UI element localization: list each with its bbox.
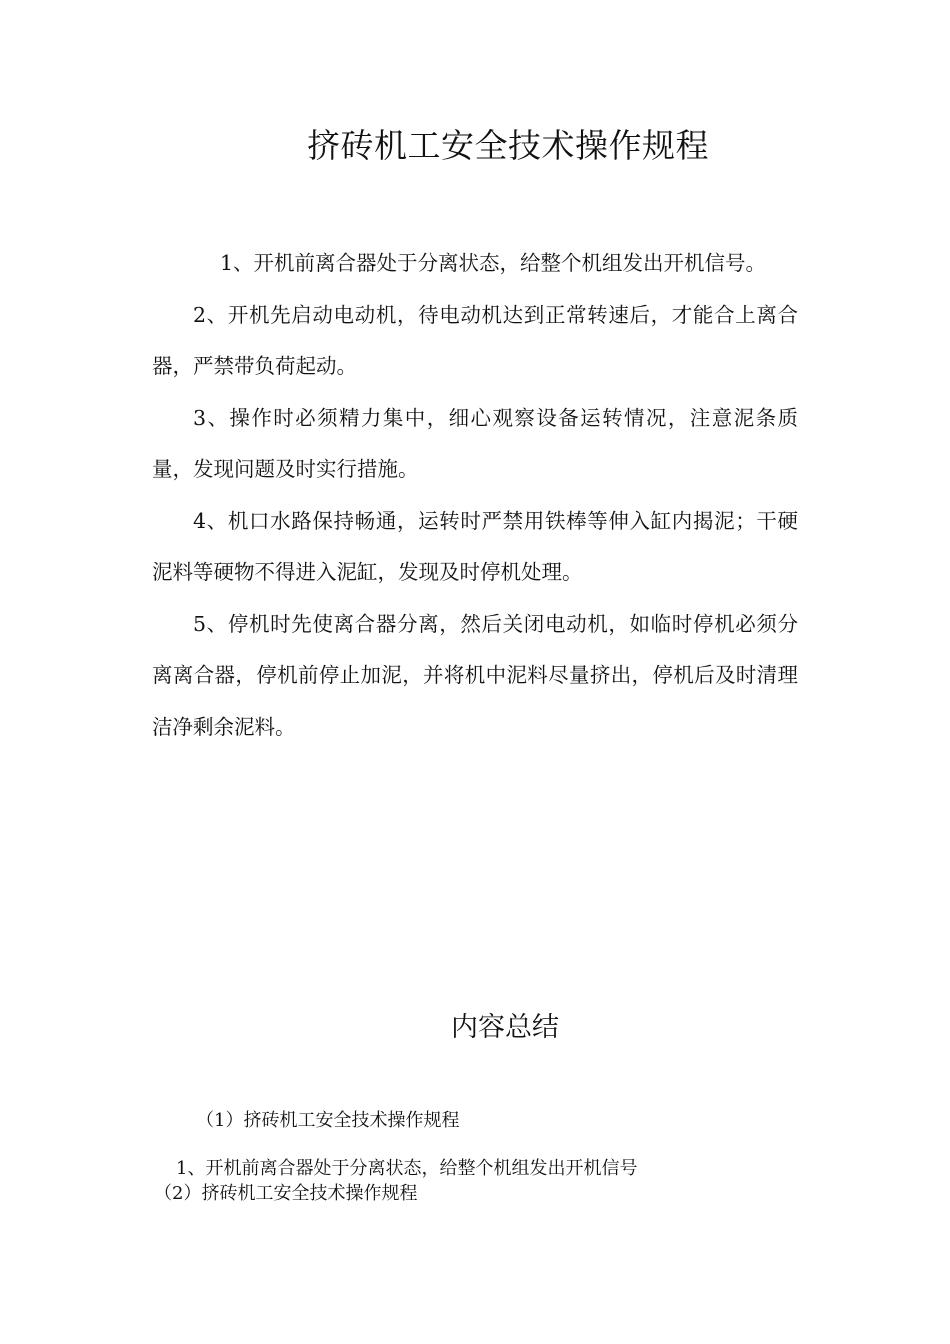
summary-line-2: 1、开机前离合器处于分离状态，给整个机组发出开机信号 <box>176 1158 638 1179</box>
paragraph-5: 5、停机时先使离合器分离，然后关闭电动机，如临时停机必须分离离合器，停机前停止加泥，并将机中泥料尽量挤出，停机后及时清理洁净剩余泥料。 <box>152 611 798 739</box>
paragraph-3: 3、操作时必须精力集中，细心观察设备运转情况，注意泥条质量，发现问题及时实行措施。 <box>152 405 798 481</box>
paragraph-4: 4、机口水路保持畅通，运转时严禁用铁棒等伸入缸内揭泥；干硬泥料等硬物不得进入泥缸，发现及时停机处理。 <box>152 508 798 584</box>
document-body <box>152 238 798 753</box>
paragraph-2: 2、开机先启动电动机，待电动机达到正常转速后，才能合上离合器，严禁带负荷起动。 <box>152 302 798 378</box>
document-title: 挤砖机工安全技术操作规程 <box>307 126 709 165</box>
summary-title: 内容总结 <box>451 1012 559 1043</box>
summary-line-3: （2）挤砖机工安全技术操作规程 <box>154 1183 418 1204</box>
summary-line-1: （1）挤砖机工安全技术操作规程 <box>196 1110 460 1131</box>
paragraph-1: 1、开机前离合器处于分离状态，给整个机组发出开机信号。 <box>220 251 767 275</box>
